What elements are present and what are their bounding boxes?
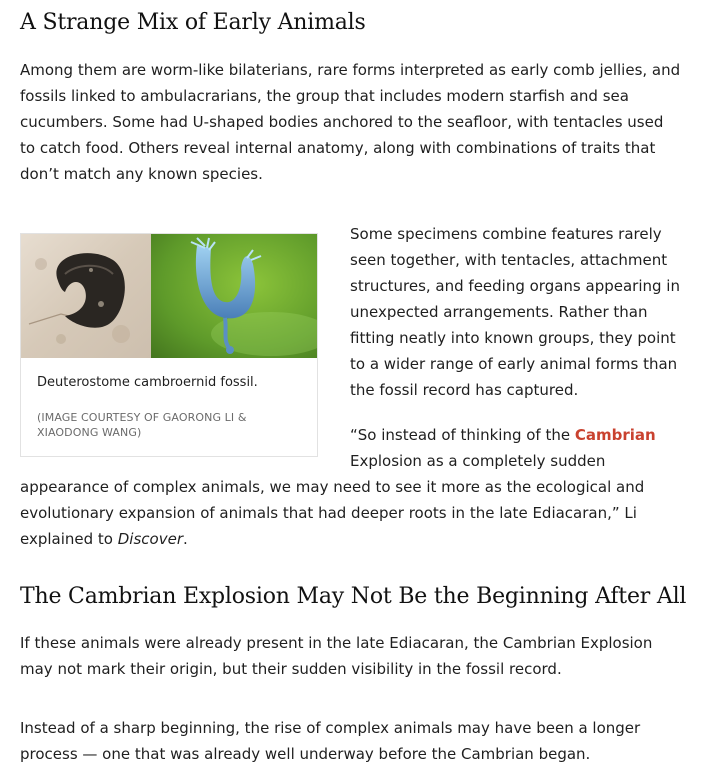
paragraph-specimens: Some specimens combine features rarely seen together, with tentacles, attachment structures, and feeding organs appearing in unexpected arrangements. Rather than fitting neatly into known groups, they point to a wider range of early animal forms than the fossil record has captured. xyxy=(350,225,680,399)
figure-caption: Deuterostome cambroernid fossil. xyxy=(37,375,258,390)
section-heading-strange-mix: A Strange Mix of Early Animals xyxy=(20,10,366,35)
quote-text-1: “So instead of thinking of the xyxy=(350,426,575,444)
quote-text-2: Explosion as a completely sudden xyxy=(350,452,606,470)
quote-continuation xyxy=(20,474,682,552)
section-heading-cambrian: The Cambrian Explosion May Not Be the Beginning After All xyxy=(20,584,687,609)
paragraph-longer-process: Instead of a sharp beginning, the rise of complex animals may have been a longer process — one that was already well underway before the Cambrian began. xyxy=(20,719,641,763)
quote-end: . xyxy=(182,530,188,548)
quote-start xyxy=(350,422,682,474)
fossil-figure xyxy=(20,233,318,457)
fossil-photo-and-reconstruction xyxy=(21,234,317,358)
fossil-image[interactable] xyxy=(21,234,317,358)
paragraph-origin: If these animals were already present in the late Ediacaran, the Cambrian Explosion may not mark their origin, but their sudden visibility in the fossil record. xyxy=(20,634,653,678)
figure-credit: (IMAGE COURTESY OF GAORONG LI & XIAODONG WANG) xyxy=(37,411,247,439)
discover-source: Discover xyxy=(117,530,183,548)
cambrian-link[interactable]: Cambrian xyxy=(574,426,656,444)
quote-text-3: appearance of complex animals, we may need to see it more as the ecological and evolutionary expansion of animals that had deeper roots in the late Ediacaran,” Li explained to xyxy=(20,478,645,548)
paragraph-strange-mix: Among them are worm-like bilaterians, rare forms interpreted as early comb jellies, and fossils linked to ambulacrarians, the group that includes modern starfish and sea cucumbers. Some had U-shaped bodies anchored to the seafloor, with tentacles used to catch food. Others reveal internal anatomy, along with combinations of traits that don’t match any known species. xyxy=(20,61,681,183)
